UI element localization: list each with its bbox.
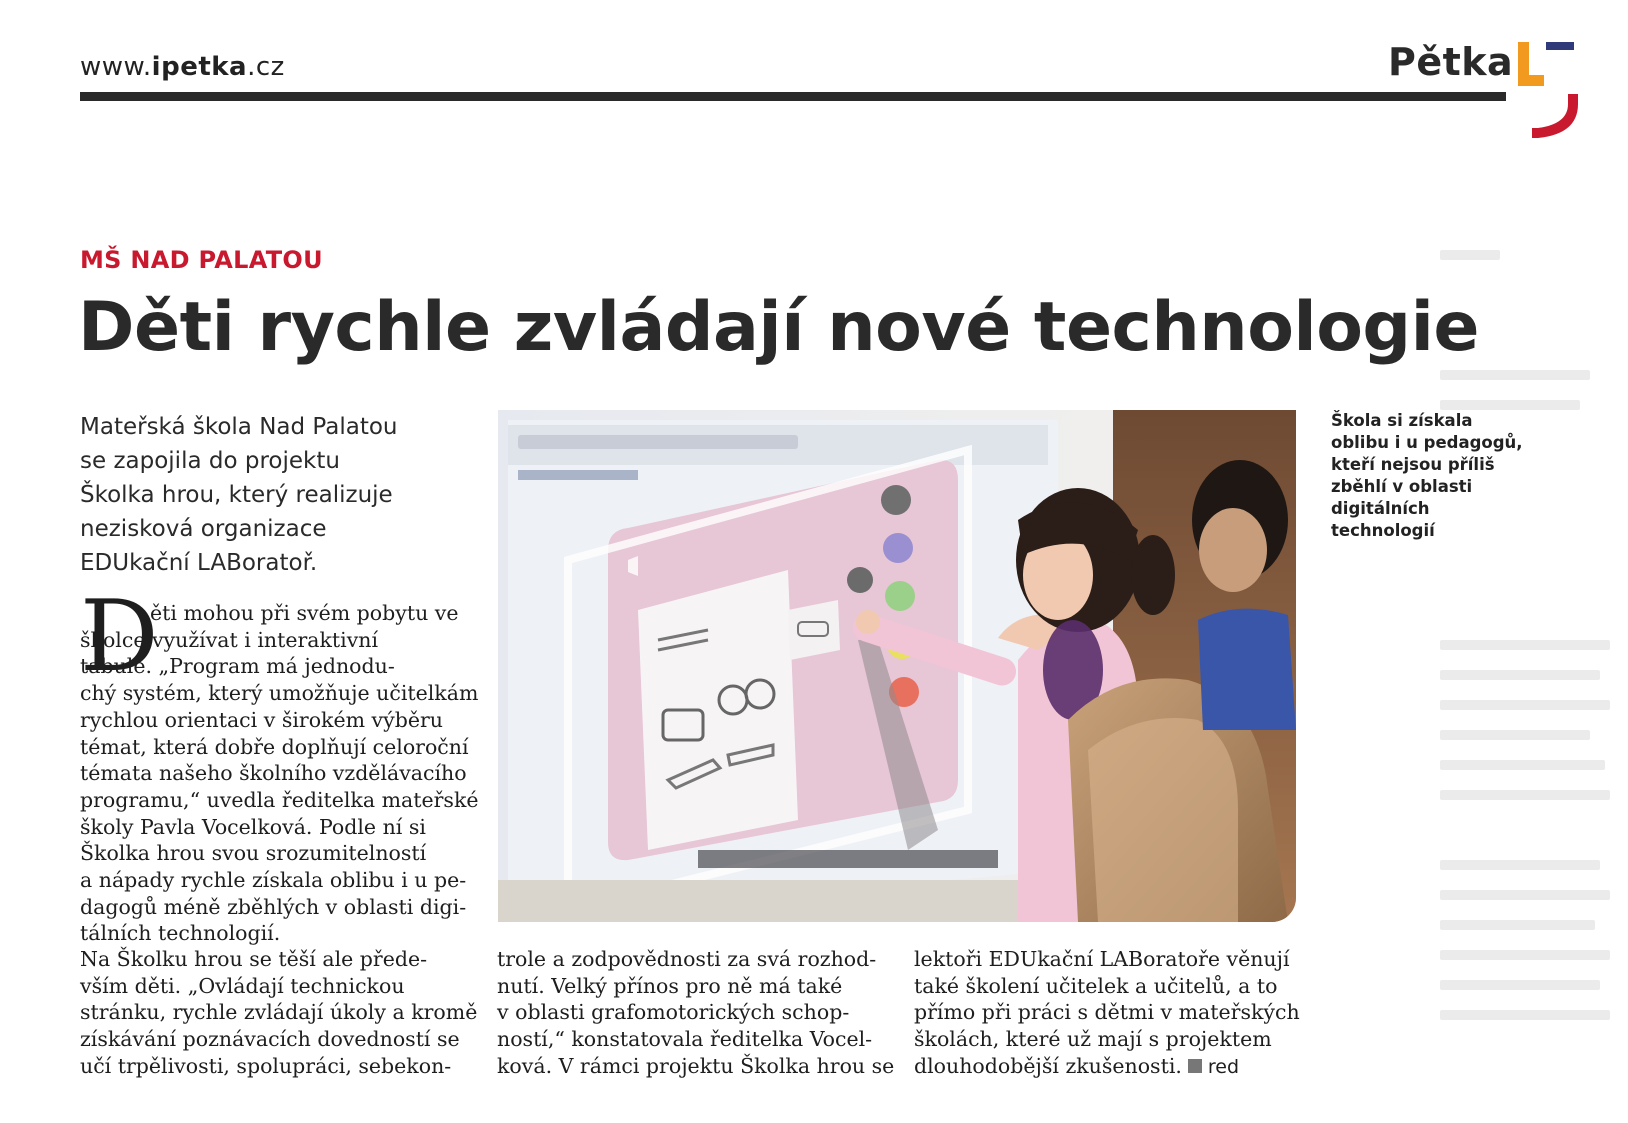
- body-column-3: [914, 946, 1334, 1081]
- bleed-through-ghost: [1330, 240, 1620, 1100]
- drop-cap: D: [80, 580, 159, 694]
- body-column-2: trole a zodpovědnosti za svá rozhod- nutí. Velký přínos pro ně má také v oblasti grafomotorických schop- ností,“ konstatovala ředitelka Vocel- ková. V rámci projektu Školka hrou se: [497, 947, 895, 1078]
- article-photo: [498, 410, 1296, 922]
- photo-caption: Škola si získala oblibu i u pedagogů, kteří nejsou příliš zběhlí v oblasti digitálních technologií: [1331, 411, 1523, 540]
- site-url[interactable]: [80, 52, 285, 82]
- brand-name: Pětka: [1388, 40, 1514, 84]
- article-kicker: MŠ NAD PALATOU: [80, 246, 323, 274]
- article-lead: Mateřská škola Nad Palatou se zapojila do projektu Školka hrou, který realizuje nezisková organizace EDUkační LABoratoř.: [80, 414, 398, 576]
- body-paragraph-1-text: ěti mohou při svém pobytu ve školce využívat i interaktivní tabule. „Program má jednodu- chý systém, který umožňuje učitelkám rychlou orientaci v širokém výběru témat, která dobře doplňují celoroční témata našeho školního vzdělávacího programu,“ uvedla ředitelka mateřské školy Pavla Vocelková. Podle ní si Školka hrou svou srozumitelností a nápady rychle získala oblibu i u pe- dagogů méně zběhlých v oblasti digi- tálních technologií.: [80, 601, 479, 946]
- author-signature: red: [1207, 1055, 1240, 1078]
- photo-illustration: [498, 410, 1296, 922]
- site-url-suffix: .cz: [247, 52, 285, 82]
- petka-logo-icon: [1518, 42, 1578, 142]
- site-url-prefix: www.: [80, 52, 152, 82]
- body-paragraph-2: Na Školku hrou se těší ale přede- vším děti. „Ovládají technickou stránku, rychle zvládají úkoly a kromě získávání poznávacích dovedností se učí trpělivosti, spolupráci, sebekon-: [80, 947, 478, 1078]
- header-rule: [80, 92, 1506, 101]
- body-paragraph-1: [80, 600, 500, 947]
- end-mark-icon: [1188, 1059, 1202, 1073]
- site-url-bold: ipetka: [151, 52, 248, 82]
- body-column-3-text: lektoři EDUkační LABoratoře věnují také školení učitelek a učitelů, a to přímo při práci s dětmi v mateřských školách, které už mají s projektem dlouhodobější zkušenosti.: [914, 947, 1300, 1078]
- article-headline: Děti rychle zvládají nové technologie: [78, 288, 1480, 367]
